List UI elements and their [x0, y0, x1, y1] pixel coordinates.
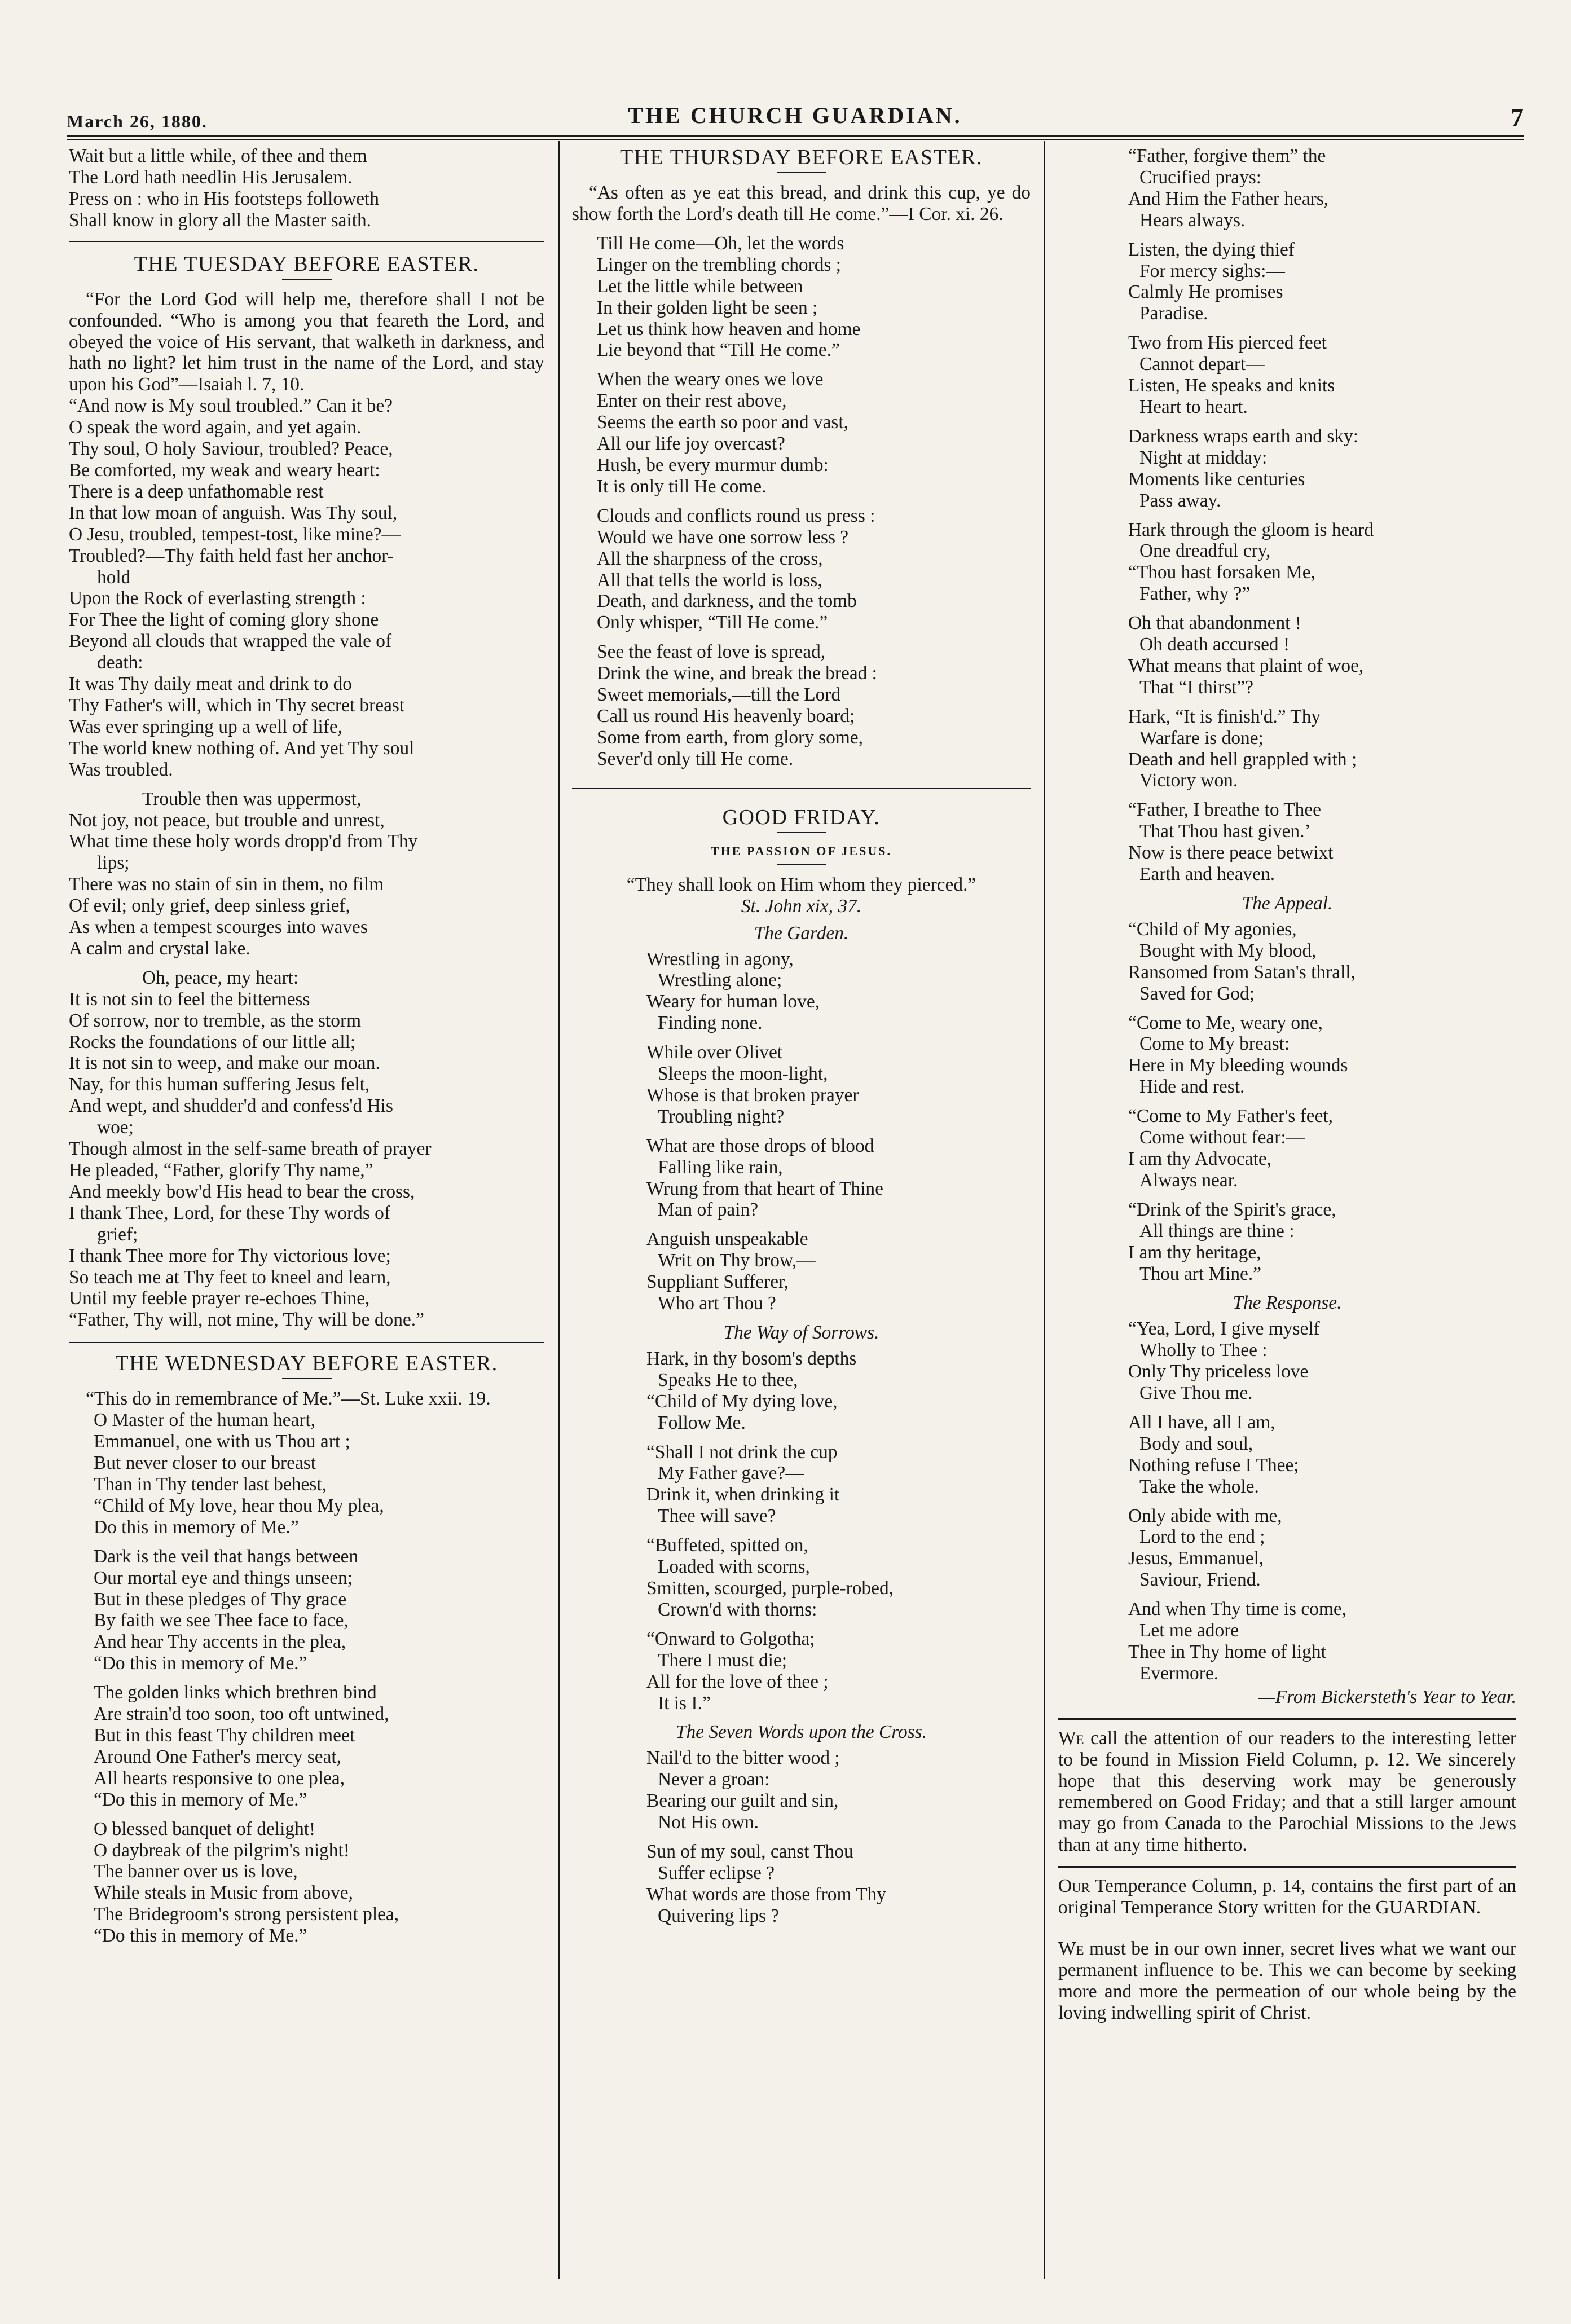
verse-line: Troubled?—Thy faith held fast her anchor-	[69, 545, 394, 566]
verse-line: Darkness wraps earth and sky:	[1128, 425, 1358, 447]
verse-line: Come without fear:—	[1139, 1127, 1305, 1148]
verse-line: What means that plaint of woe,	[1128, 655, 1364, 676]
verse-line: Night at midday:	[1139, 447, 1268, 468]
verse-line: Never a groan:	[658, 1769, 770, 1790]
section-rule	[69, 1341, 544, 1343]
verse-line: Sun of my soul, canst Thou	[646, 1841, 853, 1862]
verse-line: “Thou hast forsaken Me,	[1128, 562, 1315, 583]
verse-line: Do this in memory of Me.”	[94, 1516, 299, 1538]
verse-line: In that low moan of anguish. Was Thy soul,	[69, 502, 398, 523]
verse-line: Seems the earth so poor and vast,	[597, 412, 849, 433]
stanza	[94, 1819, 544, 1947]
verse-line: Bought with My blood,	[1139, 940, 1317, 961]
verse-line: Ransomed from Satan's thrall,	[1128, 961, 1356, 983]
verse-line: Wrestling alone;	[658, 970, 782, 991]
verse-line: Dark is the veil that hangs between	[94, 1546, 359, 1567]
verse-line: All our life joy overcast?	[597, 433, 785, 455]
verse-line: Was troubled.	[69, 759, 173, 780]
heading-dash	[282, 279, 332, 280]
verse-line: Clouds and conflicts round us press :	[597, 505, 875, 526]
header-rule-bottom	[67, 139, 1524, 140]
stanza	[646, 1841, 1031, 1927]
notice-mission-field	[1058, 1728, 1516, 1856]
verse-line: When the weary ones we love	[597, 369, 824, 390]
verse-line: death:	[97, 652, 143, 674]
verse-line: Nail'd to the bitter wood ;	[646, 1748, 840, 1769]
verse-line: O speak the word again, and yet again.	[69, 417, 362, 438]
verse-line: So teach me at Thy feet to kneel and learn,	[69, 1266, 391, 1288]
way-of-sorrows-title: The Way of Sorrows.	[723, 1322, 879, 1343]
verse-line: Take the whole.	[1139, 1476, 1259, 1497]
verse-line: Hears always.	[1139, 209, 1246, 231]
page-number: 7	[1511, 103, 1524, 131]
verse-line: Crucified prays:	[1139, 166, 1262, 188]
stanza	[1128, 613, 1516, 698]
tuesday-poem	[69, 395, 544, 1331]
verse-line: I am thy Advocate,	[1128, 1148, 1272, 1169]
verse-line: Suffer eclipse ?	[658, 1862, 775, 1883]
verse-line: Falling like rain,	[658, 1156, 783, 1178]
stanza	[1128, 146, 1516, 231]
garden-poem	[572, 949, 1031, 1315]
verse-line: Wrung from that heart of Thine	[646, 1178, 883, 1199]
stanza	[597, 505, 1031, 633]
verse-line: The Bridegroom's strong persistent plea,	[94, 1904, 399, 1925]
stanza	[94, 1546, 544, 1674]
wednesday-scripture: “This do in remembrance of Me.”—St. Luke xxii. 19.	[86, 1388, 491, 1410]
column-left	[69, 146, 544, 2278]
wednesday-heading: THE WEDNESDAY BEFORE EASTER.	[115, 1352, 498, 1376]
stanza	[1128, 332, 1516, 418]
stanza	[1128, 1506, 1516, 1591]
verse-line: “Drink of the Spirit's grace,	[1128, 1199, 1336, 1220]
verse-line: Two from His pierced feet	[1128, 332, 1327, 354]
verse-line: It is not sin to feel the bitterness	[69, 988, 310, 1010]
heading-dash	[777, 172, 826, 173]
verse-line: Warfare is done;	[1139, 727, 1264, 749]
verse-line: Troubling night?	[658, 1106, 785, 1127]
header-rule-top	[67, 135, 1524, 137]
verse-line: Finding none.	[658, 1013, 763, 1034]
verse-line: Not joy, not peace, but trouble and unrest,	[69, 809, 385, 831]
verse-line: What are those drops of blood	[646, 1135, 874, 1156]
verse-line: Death and hell grappled with ;	[1128, 749, 1357, 770]
verse-line: “Father, forgive them” the	[1128, 146, 1326, 166]
verse-line: Thee in Thy home of light	[1128, 1641, 1326, 1662]
stanza	[646, 1628, 1031, 1714]
verse-line: Sleeps the moon-light,	[658, 1063, 828, 1085]
column-divider-2	[1044, 141, 1045, 2279]
verse-line: Hark through the gloom is heard	[1128, 519, 1374, 540]
verse-line: “Onward to Golgotha;	[646, 1628, 815, 1649]
notice-body: call the attention of our readers to the interesting letter to be found in Mission Field Column, p. 12. We sincerely hope that this deserving work may be generously remembered on Good Friday; and that a still larger amount may go from Canada to the Parochial Missions to the Jews than at any time hitherto.	[1058, 1727, 1516, 1856]
response-title: The Response.	[1233, 1292, 1342, 1314]
verse-line: It is I.”	[658, 1692, 711, 1714]
verse-line: Upon the Rock of everlasting strength :	[69, 588, 366, 609]
verse-line: Than in Thy tender last behest,	[94, 1474, 327, 1495]
verse-line: I am thy heritage,	[1128, 1242, 1261, 1263]
verse-line: Loaded with scorns,	[658, 1556, 810, 1578]
verse-line: Jesus, Emmanuel,	[1128, 1548, 1264, 1569]
verse-line: Oh death accursed !	[1139, 634, 1290, 655]
verse-line: There is a deep unfathomable rest	[69, 481, 324, 502]
verse-line: I thank Thee more for Thy victorious love;	[69, 1245, 391, 1266]
heading-dash	[777, 832, 826, 833]
stanza	[1128, 239, 1516, 325]
verse-line: Call us round His heavenly board;	[597, 705, 855, 727]
verse-line: But in this feast Thy children meet	[94, 1724, 355, 1746]
verse-line: Always near.	[1139, 1169, 1238, 1191]
verse-line: Was ever springing up a well of life,	[69, 716, 343, 737]
verse-line: Pass away.	[1139, 490, 1221, 511]
verse-line: Cannot depart—	[1139, 354, 1265, 375]
verse-line: Oh that abandonment !	[1128, 613, 1301, 634]
verse-line: Listen, He speaks and knits	[1128, 375, 1335, 397]
stanza	[1128, 706, 1516, 792]
verse-line: It is not sin to weep, and make our moan.	[69, 1053, 380, 1074]
verse-line: A calm and crystal lake.	[69, 937, 250, 959]
intro-verse	[69, 146, 544, 231]
verse-line: Quivering lips ?	[658, 1905, 780, 1926]
verse-line: Evermore.	[1139, 1662, 1218, 1684]
verse-line: Of sorrow, nor to tremble, as the storm	[69, 1010, 362, 1031]
stanza	[646, 1229, 1031, 1314]
verse-line: All the sharpness of the cross,	[597, 548, 823, 569]
verse-line: Wait but a little while, of thee and them	[69, 146, 367, 166]
verse-line: Paradise.	[1139, 303, 1208, 324]
verse-line: That “I thirst”?	[1139, 676, 1254, 698]
stanza	[1128, 1599, 1516, 1684]
verse-line: O blessed banquet of delight!	[94, 1818, 316, 1839]
stanza	[1128, 426, 1516, 512]
verse-line: Not His own.	[658, 1812, 759, 1833]
seven-words-poem	[572, 1748, 1031, 1926]
stanza	[646, 1135, 1031, 1221]
verse-line: Who art Thou ?	[658, 1293, 776, 1314]
verse-line: All things are thine :	[1139, 1220, 1295, 1242]
verse-line: O Jesu, troubled, tempest-tost, like mine?—	[69, 523, 401, 545]
verse-line: Now is there peace betwixt	[1128, 842, 1334, 864]
verse-line: Press on : who in His footsteps followeth	[69, 188, 379, 209]
verse-line: The world knew nothing of. And yet Thy soul	[69, 737, 415, 759]
stanza	[94, 1682, 544, 1810]
epigraph: “They shall look on Him whom they pierced.”	[626, 874, 976, 895]
verse-line: But in these pledges of Thy grace	[94, 1588, 347, 1610]
verse-line: “Buffeted, spitted on,	[646, 1535, 808, 1556]
verse-line: There was no stain of sin in them, no film	[69, 874, 384, 895]
verse-line: Only Thy priceless love	[1128, 1361, 1309, 1383]
verse-line: In their golden light be seen ;	[597, 297, 818, 318]
stanza	[646, 1535, 1031, 1621]
verse-line: Victory won.	[1139, 770, 1238, 791]
stanza	[1128, 520, 1516, 605]
verse-line: Though almost in the self-same breath of prayer	[69, 1138, 432, 1160]
verse-line: Man of pain?	[658, 1199, 759, 1221]
verse-line: Drink the wine, and break the bread :	[597, 663, 877, 684]
verse-line: Sever'd only till He come.	[597, 748, 794, 769]
verse-line: Of evil; only grief, deep sinless grief,	[69, 895, 350, 917]
verse-line: Come to My breast:	[1139, 1033, 1290, 1055]
verse-line: “Do this in memory of Me.”	[94, 1653, 307, 1674]
section-rule	[1058, 1929, 1516, 1930]
verse-line: lips;	[97, 852, 130, 874]
verse-line: Enter on their rest above,	[597, 390, 787, 412]
masthead	[67, 86, 1524, 132]
verse-line: Until my feeble prayer re-echoes Thine,	[69, 1288, 370, 1309]
verse-line: Suppliant Sufferer,	[646, 1271, 789, 1293]
verse-line: Weary for human love,	[646, 991, 820, 1013]
notice-inner-lives	[1058, 1938, 1516, 2024]
thursday-poem	[572, 233, 1031, 770]
issue-date: March 26, 1880.	[67, 111, 208, 131]
verse-line: Thou art Mine.”	[1139, 1263, 1262, 1284]
verse-line: Writ on Thy brow,—	[658, 1250, 816, 1271]
verse-line: He pleaded, “Father, glorify Thy name,”	[69, 1160, 373, 1181]
passion-subheading: THE PASSION OF JESUS.	[711, 843, 892, 858]
verse-line: hold	[97, 566, 131, 588]
verse-line: And hear Thy accents in the plea,	[94, 1631, 346, 1653]
verse-line: One dreadful cry,	[1139, 540, 1271, 562]
response-poem	[1058, 1318, 1516, 1684]
notice-lead: We	[1058, 1938, 1084, 1959]
verse-line: All that tells the world is loss,	[597, 569, 822, 591]
notice-lead: We	[1058, 1727, 1084, 1749]
verse-line: The banner over us is love,	[94, 1861, 298, 1882]
stanza	[646, 949, 1031, 1035]
verse-line: “Father, I breathe to Thee	[1128, 799, 1321, 821]
section-rule	[69, 241, 544, 243]
verse-line: While steals in Music from above,	[94, 1882, 353, 1904]
verse-line: “Shall I not drink the cup	[646, 1441, 838, 1463]
verse-line: Hide and rest.	[1139, 1076, 1245, 1098]
verse-line: What time these holy words dropp'd from Thy	[69, 831, 418, 852]
verse-line: Whose is that broken prayer	[646, 1084, 859, 1106]
verse-line: The golden links which brethren bind	[94, 1682, 377, 1704]
verse-line: By faith we see Thee face to face,	[94, 1610, 349, 1631]
verse-line: See the feast of love is spread,	[597, 641, 826, 663]
verse-line: Anguish unspeakable	[646, 1229, 808, 1250]
verse-line: Sweet memorials,—till the Lord	[597, 684, 841, 706]
verse-line: Saved for God;	[1139, 983, 1255, 1004]
verse-line: Listen, the dying thief	[1128, 239, 1295, 260]
verse-line: For Thee the light of coming glory shone	[69, 609, 379, 631]
stanza	[646, 1442, 1031, 1528]
stanza	[646, 1748, 1031, 1833]
verse-line: Bearing our guilt and sin,	[646, 1790, 839, 1812]
verse-line: That Thou hast given.’	[1139, 821, 1311, 842]
heading-dash	[282, 1378, 332, 1379]
section-rule	[572, 787, 1031, 789]
garden-title: The Garden.	[754, 922, 849, 944]
verse-line: “And now is My soul troubled.” Can it be?	[69, 395, 393, 417]
thursday-heading: THE THURSDAY BEFORE EASTER.	[620, 146, 983, 169]
epigraph-citation: St. John xix, 37.	[741, 895, 862, 917]
verse-line: Give Thou me.	[1139, 1383, 1253, 1404]
appeal-poem	[1058, 919, 1516, 1285]
verse-line: Here in My bleeding wounds	[1128, 1055, 1348, 1076]
notice-temperance	[1058, 1876, 1516, 1918]
heading-dash	[777, 864, 826, 865]
verse-line: I thank Thee, Lord, for these Thy words of	[69, 1202, 390, 1223]
stanza	[1128, 919, 1516, 1005]
verse-line: “Child of My agonies,	[1128, 918, 1297, 940]
notice-body: Temperance Column, p. 14, contains the first part of an original Temperance Story written for the GUARDIAN.	[1058, 1876, 1516, 1918]
verse-line: And meekly bow'd His head to bear the cross,	[69, 1181, 415, 1202]
verse-line: “Come to Me, weary one,	[1128, 1012, 1323, 1033]
verse-line: Follow Me.	[658, 1412, 746, 1433]
verse-line: Are strain'd too soon, too oft untwined,	[94, 1704, 389, 1725]
seven-words-title: The Seven Words upon the Cross.	[675, 1722, 927, 1743]
thursday-scripture: “As often as ye eat this bread, and drink this cup, ye do show forth the Lord's death till He come.”—I Cor. xi. 26.	[572, 182, 1031, 225]
verse-line: But never closer to our breast	[94, 1452, 316, 1474]
verse-line: There I must die;	[658, 1649, 787, 1671]
verse-line: And when Thy time is come,	[1128, 1599, 1347, 1620]
verse-line: It is only till He come.	[597, 476, 767, 497]
verse-line: Beyond all clouds that wrapped the vale of	[69, 631, 392, 652]
verse-line: Emmanuel, one with us Thou art ;	[94, 1431, 350, 1452]
verse-line: What words are those from Thy	[646, 1883, 886, 1905]
verse-line: Be comforted, my weak and weary heart:	[69, 460, 380, 481]
verse-line: “Yea, Lord, I give myself	[1128, 1318, 1320, 1340]
verse-line: Nothing refuse I Thee;	[1128, 1454, 1299, 1476]
verse-line: “Come to My Father's feet,	[1128, 1106, 1334, 1127]
verse-line: Some from earth, from glory some,	[597, 727, 864, 748]
appeal-title: The Appeal.	[1242, 893, 1333, 914]
verse-line: Would we have one sorrow less ?	[597, 526, 849, 548]
verse-line: Wholly to Thee :	[1139, 1340, 1268, 1361]
verse-line: Lie beyond that “Till He come.”	[597, 340, 840, 361]
verse-line: Thy soul, O holy Saviour, troubled? Peace,	[69, 438, 393, 460]
stanza	[1128, 1013, 1516, 1098]
verse-line: Let me adore	[1139, 1620, 1239, 1641]
verse-line: For mercy sighs:—	[1139, 260, 1285, 281]
seven-words-continued	[1058, 146, 1516, 885]
notice-body: must be in our own inner, secret lives what we want our permanent influence to be. This we can become by seeking more and more the permeation of our whole being by the loving indwelling spirit of Christ.	[1058, 1938, 1516, 2023]
notice-lead: Our	[1058, 1876, 1090, 1897]
column-middle	[572, 146, 1031, 2278]
stanza	[1128, 799, 1516, 885]
verse-line: Oh, peace, my heart:	[142, 967, 299, 988]
verse-line: Shall know in glory all the Master saith.	[69, 209, 372, 231]
verse-line: “Father, Thy will, not mine, Thy will be done.”	[69, 1309, 424, 1331]
verse-line: Rocks the foundations of our little all;	[69, 1031, 356, 1053]
column-divider-1	[558, 141, 560, 2279]
verse-line: “Do this in memory of Me.”	[94, 1789, 307, 1810]
stanza	[646, 1042, 1031, 1128]
verse-line: Nay, for this human suffering Jesus felt,	[69, 1074, 370, 1095]
verse-line: Lord to the end ;	[1139, 1526, 1265, 1548]
verse-line: Till He come—Oh, let the words	[597, 232, 844, 254]
sorrows-poem	[572, 1348, 1031, 1714]
verse-line: Calmly He promises	[1128, 281, 1283, 303]
stanza	[597, 641, 1031, 769]
tuesday-scripture: “For the Lord God will help me, therefore shall I not be confounded. “Who is among you that feareth the Lord, and obeyed the voice of His servant, that walketh in darkness, and hath no light? let him trust in the name of the Lord, and stay upon his God”—Isaiah l. 7, 10.	[69, 288, 544, 395]
verse-line: Hark, “It is finish'd.” Thy	[1128, 706, 1321, 727]
verse-line: Only whisper, “Till He come.”	[597, 612, 828, 633]
verse-line: Only abide with me,	[1128, 1505, 1282, 1526]
verse-line: “Child of My love, hear thou My plea,	[94, 1495, 384, 1516]
verse-line: It was Thy daily meat and drink to do	[69, 674, 353, 695]
stanza	[597, 369, 1031, 497]
verse-line: Thy Father's will, which in Thy secret breast	[69, 694, 405, 716]
verse-line: Father, why ?”	[1139, 583, 1251, 605]
verse-line: Hush, be every murmur dumb:	[597, 455, 829, 476]
verse-line: O Master of the human heart,	[94, 1410, 316, 1431]
stanza	[1128, 1318, 1516, 1404]
verse-line: “Do this in memory of Me.”	[94, 1925, 307, 1947]
stanza	[94, 1410, 544, 1538]
verse-line: Moments like centuries	[1128, 468, 1305, 490]
verse-line: Drink it, when drinking it	[646, 1484, 840, 1506]
verse-line: Let us think how heaven and home	[597, 318, 861, 340]
verse-line: Earth and heaven.	[1139, 864, 1275, 885]
wednesday-poem	[69, 1410, 544, 1947]
verse-line: Our mortal eye and things unseen;	[94, 1567, 353, 1588]
verse-line: And wept, and shudder'd and confess'd His	[69, 1095, 393, 1117]
column-right	[1058, 146, 1516, 2278]
good-friday-heading: GOOD FRIDAY.	[722, 805, 881, 829]
verse-line: O daybreak of the pilgrim's night!	[94, 1839, 350, 1861]
newspaper-title: THE CHURCH GUARDIAN.	[628, 103, 962, 128]
verse-line: Linger on the trembling chords ;	[597, 254, 842, 275]
verse-line: While over Olivet	[646, 1042, 783, 1063]
verse-line: Body and soul,	[1139, 1433, 1253, 1454]
poem-attribution: —From Bickersteth's Year to Year.	[1258, 1686, 1516, 1707]
verse-line: All I have, all I am,	[1128, 1411, 1275, 1433]
verse-line: Crown'd with thorns:	[658, 1599, 817, 1620]
verse-line: And Him the Father hears,	[1128, 188, 1329, 209]
verse-line: Death, and darkness, and the tomb	[597, 591, 857, 612]
verse-line: Speaks He to thee,	[658, 1369, 798, 1390]
verse-line: All for the love of thee ;	[646, 1671, 829, 1692]
verse-line: Thee will save?	[658, 1506, 776, 1527]
verse-line: My Father gave?—	[658, 1463, 804, 1484]
verse-line: Let the little while between	[597, 275, 803, 297]
section-rule	[1058, 1866, 1516, 1868]
stanza	[1128, 1199, 1516, 1285]
verse-line: Smitten, scourged, purple-robed,	[646, 1577, 894, 1599]
tuesday-heading: THE TUESDAY BEFORE EASTER.	[134, 252, 479, 276]
verse-line: Saviour, Friend.	[1139, 1569, 1261, 1591]
verse-line: The Lord hath needlin His Jerusalem.	[69, 166, 353, 188]
section-rule	[1058, 1718, 1516, 1720]
verse-line: woe;	[97, 1117, 134, 1138]
verse-line: Hark, in thy bosom's depths	[646, 1348, 857, 1369]
stanza	[597, 233, 1031, 361]
verse-line: As when a tempest scourges into waves	[69, 917, 368, 938]
verse-line: All hearts responsive to one plea,	[94, 1767, 345, 1789]
stanza	[1128, 1412, 1516, 1498]
verse-line: grief;	[97, 1223, 138, 1245]
verse-line: Wrestling in agony,	[646, 948, 794, 970]
verse-line: Around One Father's mercy seat,	[94, 1746, 342, 1767]
verse-line: Heart to heart.	[1139, 396, 1248, 417]
verse-line: Trouble then was uppermost,	[142, 788, 362, 809]
stanza	[1128, 1106, 1516, 1191]
verse-line: “Child of My dying love,	[646, 1390, 838, 1412]
stanza	[646, 1348, 1031, 1434]
